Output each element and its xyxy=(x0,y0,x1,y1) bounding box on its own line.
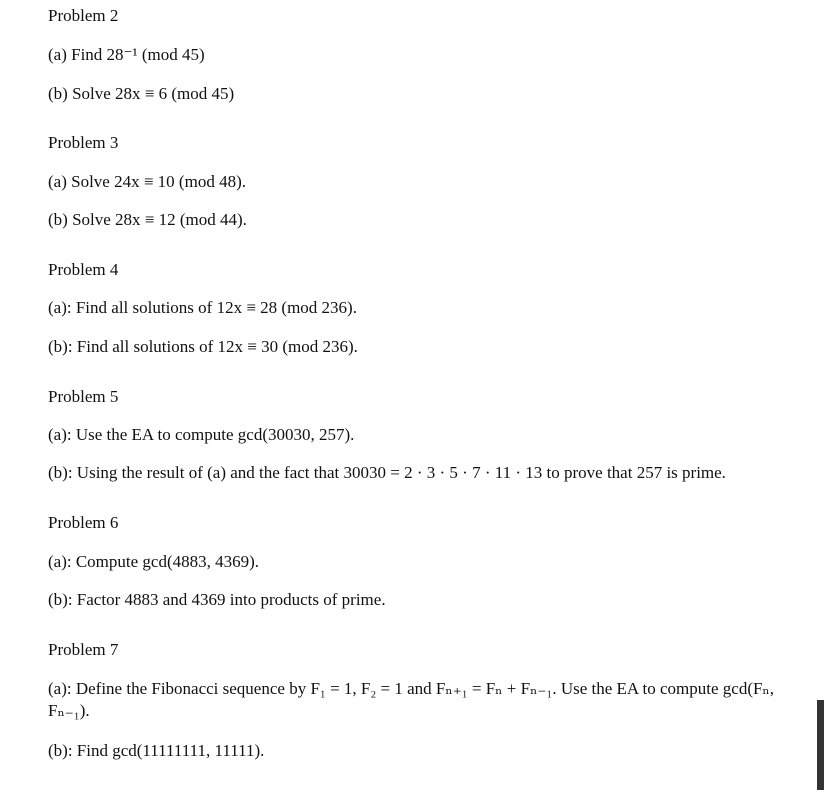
problem-2-part-a: (a) Find 28⁻¹ (mod 45) xyxy=(48,45,205,64)
problem-7-heading: Problem 7 xyxy=(48,640,119,659)
problem-4-heading: Problem 4 xyxy=(48,260,119,279)
problem-4-part-b: (b): Find all solutions of 12x ≡ 30 (mod 236). xyxy=(48,337,358,356)
problem-2-heading: Problem 2 xyxy=(48,6,119,25)
scrollbar-thumb[interactable] xyxy=(817,700,824,790)
problem-5-part-a: (a): Use the EA to compute gcd(30030, 257). xyxy=(48,425,355,444)
problem-3-heading: Problem 3 xyxy=(48,133,119,152)
problem-6-heading: Problem 6 xyxy=(48,513,119,532)
problem-5-heading: Problem 5 xyxy=(48,387,119,406)
problem-3-part-b: (b) Solve 28x ≡ 12 (mod 44). xyxy=(48,210,247,229)
problem-2-part-b: (b) Solve 28x ≡ 6 (mod 45) xyxy=(48,84,235,103)
problem-7-part-a: (a): Define the Fibonacci sequence by F₁ = 1, F₂ = 1 and Fₙ₊₁ = Fₙ + Fₙ₋₁. Use the EA to compute gcd(Fₙ, Fₙ₋₁). xyxy=(48,679,775,720)
problem-6-part-b: (b): Factor 4883 and 4369 into products of prime. xyxy=(48,590,386,609)
problem-6-part-a: (a): Compute gcd(4883, 4369). xyxy=(48,552,260,571)
problem-5-part-b: (b): Using the result of (a) and the fact that 30030 = 2 · 3 · 5 · 7 · 11 · 13 to prove that 257 is prime. xyxy=(48,463,726,482)
problem-7-part-b: (b): Find gcd(11111111, 11111). xyxy=(48,741,265,760)
problem-4-part-a: (a): Find all solutions of 12x ≡ 28 (mod 236). xyxy=(48,298,357,317)
problem-3-part-a: (a) Solve 24x ≡ 10 (mod 48). xyxy=(48,172,246,191)
